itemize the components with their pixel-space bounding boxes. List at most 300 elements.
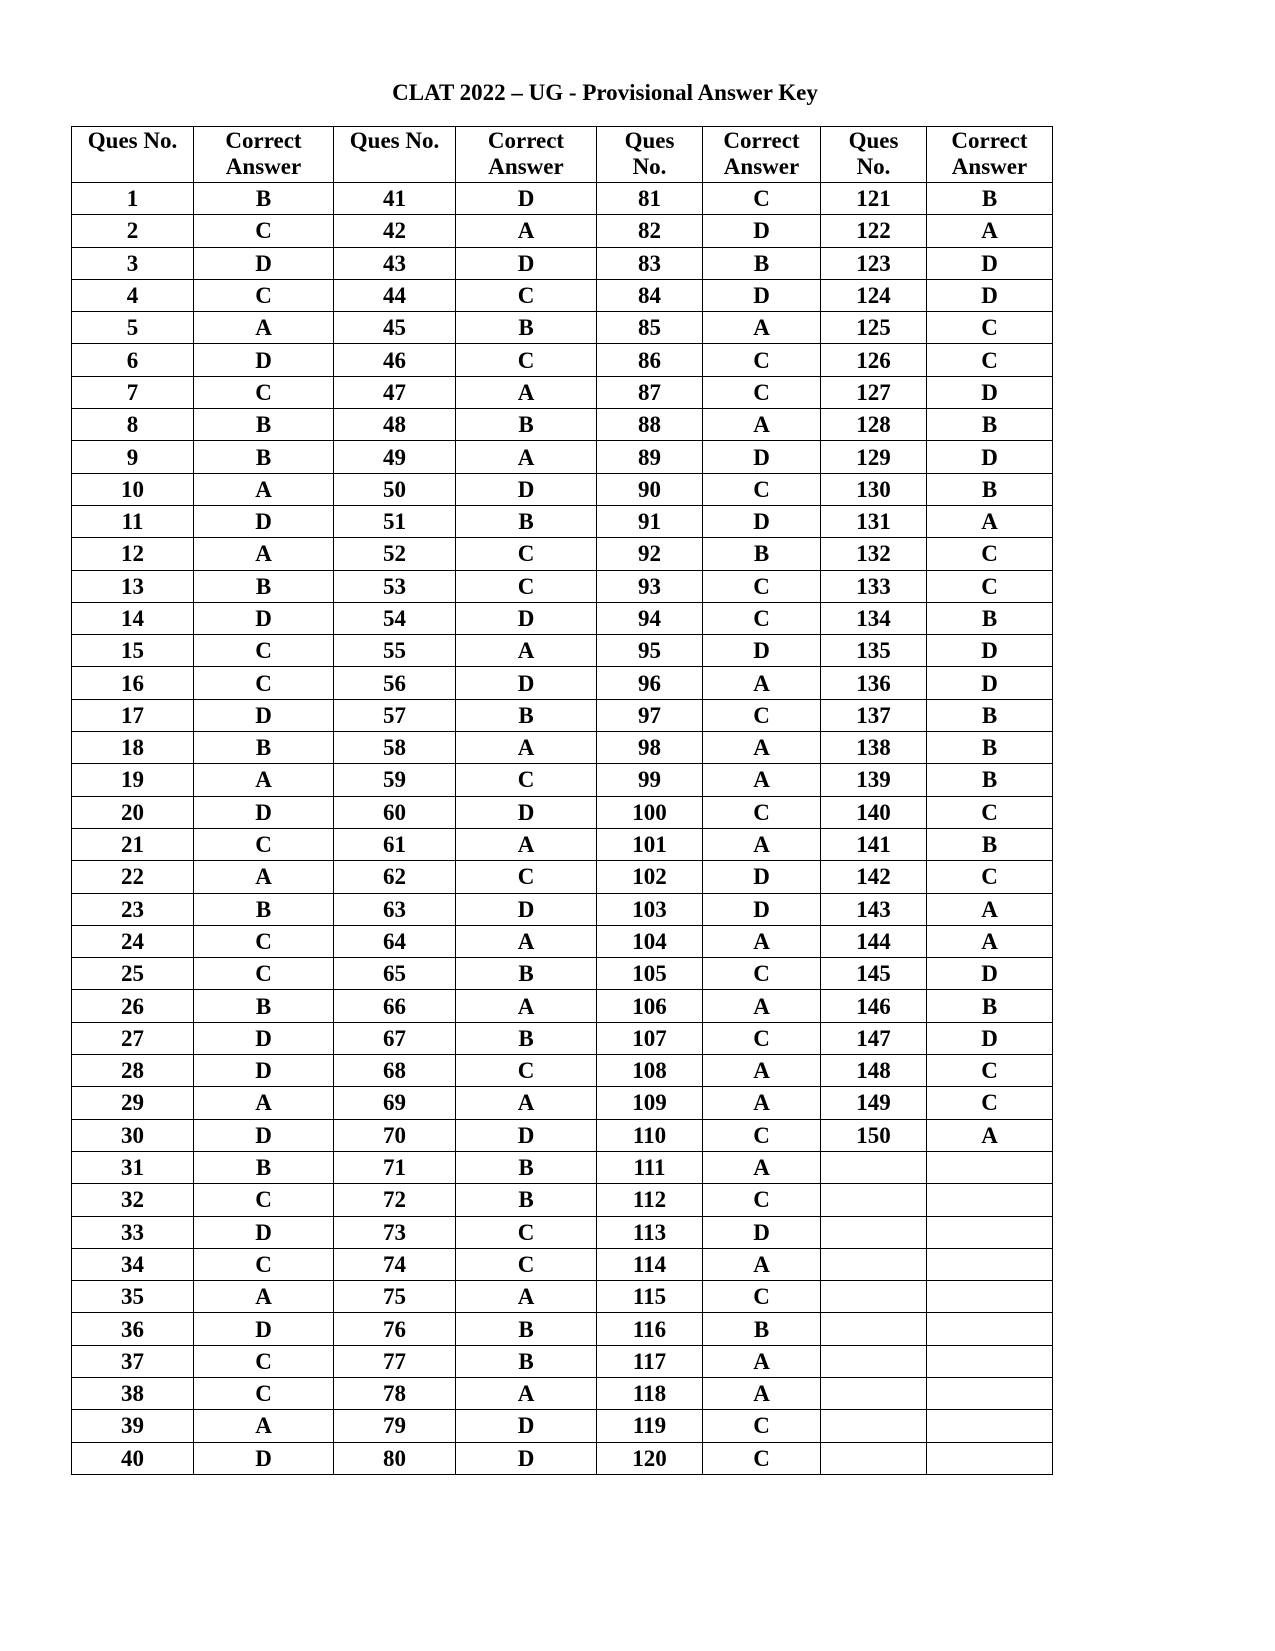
- question-number-cell: 123: [821, 247, 927, 279]
- question-number-cell: 137: [821, 699, 927, 731]
- question-number-cell: 48: [334, 409, 456, 441]
- correct-answer-cell: C: [456, 1248, 597, 1280]
- question-number-cell: 15: [72, 635, 194, 667]
- correct-answer-cell: B: [927, 828, 1053, 860]
- correct-answer-cell: C: [927, 344, 1053, 376]
- question-number-cell: 43: [334, 247, 456, 279]
- question-number-cell: 72: [334, 1184, 456, 1216]
- question-number-cell: 133: [821, 570, 927, 602]
- question-number-cell: 128: [821, 409, 927, 441]
- table-row: [72, 1055, 1053, 1087]
- correct-answer-cell: A: [927, 1119, 1053, 1151]
- question-number-cell: 87: [597, 376, 703, 408]
- correct-answer-cell: B: [194, 570, 334, 602]
- correct-answer-cell: B: [927, 732, 1053, 764]
- correct-answer-cell: C: [927, 570, 1053, 602]
- question-number-cell: 132: [821, 538, 927, 570]
- correct-answer-cell: C: [194, 925, 334, 957]
- correct-answer-cell: D: [194, 1055, 334, 1087]
- question-number-cell: 85: [597, 312, 703, 344]
- correct-answer-cell: A: [194, 473, 334, 505]
- question-number-cell: 14: [72, 602, 194, 634]
- correct-answer-cell: [927, 1442, 1053, 1474]
- table-row: [72, 990, 1053, 1022]
- question-number-cell: 104: [597, 925, 703, 957]
- table-row: [72, 538, 1053, 570]
- table-row: [72, 1442, 1053, 1474]
- correct-answer-cell: C: [456, 1055, 597, 1087]
- correct-answer-cell: B: [927, 183, 1053, 215]
- question-number-cell: 65: [334, 958, 456, 990]
- header-correct-answer: [703, 127, 821, 183]
- header-label-line: Correct: [487, 128, 565, 153]
- correct-answer-cell: D: [703, 635, 821, 667]
- correct-answer-cell: [927, 1345, 1053, 1377]
- correct-answer-cell: B: [456, 505, 597, 537]
- correct-answer-cell: B: [194, 732, 334, 764]
- table-row: [72, 1151, 1053, 1183]
- question-number-cell: 105: [597, 958, 703, 990]
- question-number-cell: 73: [334, 1216, 456, 1248]
- correct-answer-cell: D: [456, 667, 597, 699]
- table-row: [72, 958, 1053, 990]
- question-number-cell: 32: [72, 1184, 194, 1216]
- question-number-cell: 78: [334, 1377, 456, 1409]
- question-number-cell: 50: [334, 473, 456, 505]
- question-number-cell: 83: [597, 247, 703, 279]
- question-number-cell: 143: [821, 893, 927, 925]
- correct-answer-cell: A: [194, 538, 334, 570]
- correct-answer-cell: A: [194, 1410, 334, 1442]
- question-number-cell: 61: [334, 828, 456, 860]
- question-number-cell: 41: [334, 183, 456, 215]
- correct-answer-cell: C: [703, 473, 821, 505]
- correct-answer-cell: [927, 1377, 1053, 1409]
- table-row: [72, 732, 1053, 764]
- correct-answer-cell: D: [703, 441, 821, 473]
- correct-answer-cell: D: [456, 1442, 597, 1474]
- correct-answer-cell: B: [194, 409, 334, 441]
- question-number-cell: 91: [597, 505, 703, 537]
- table-header-row: [72, 127, 1053, 183]
- correct-answer-cell: D: [194, 1216, 334, 1248]
- header-correct-answer: [456, 127, 597, 183]
- question-number-cell: 11: [72, 505, 194, 537]
- correct-answer-cell: C: [194, 376, 334, 408]
- header-label-line: Correct: [723, 128, 800, 153]
- header-label-line: Correct: [225, 128, 302, 153]
- correct-answer-cell: [927, 1184, 1053, 1216]
- question-number-cell: 13: [72, 570, 194, 602]
- correct-answer-cell: B: [456, 1313, 597, 1345]
- correct-answer-cell: A: [703, 312, 821, 344]
- correct-answer-cell: A: [703, 732, 821, 764]
- correct-answer-cell: [927, 1151, 1053, 1183]
- table-row: [72, 1022, 1053, 1054]
- correct-answer-cell: B: [456, 409, 597, 441]
- question-number-cell: 84: [597, 279, 703, 311]
- header-label-line: No.: [632, 154, 667, 179]
- question-number-cell: 33: [72, 1216, 194, 1248]
- question-number-cell: 58: [334, 732, 456, 764]
- question-number-cell: 45: [334, 312, 456, 344]
- question-number-cell: 51: [334, 505, 456, 537]
- correct-answer-cell: C: [703, 1119, 821, 1151]
- header-label-line: Answer: [488, 154, 564, 179]
- table-row: [72, 1119, 1053, 1151]
- question-number-cell: [821, 1184, 927, 1216]
- question-number-cell: 69: [334, 1087, 456, 1119]
- question-number-cell: 110: [597, 1119, 703, 1151]
- question-number-cell: [821, 1410, 927, 1442]
- question-number-cell: 60: [334, 796, 456, 828]
- correct-answer-cell: B: [927, 764, 1053, 796]
- question-number-cell: 67: [334, 1022, 456, 1054]
- correct-answer-cell: B: [456, 699, 597, 731]
- correct-answer-cell: D: [456, 183, 597, 215]
- question-number-cell: [821, 1281, 927, 1313]
- header-label-line: Ques No.: [349, 128, 440, 153]
- question-number-cell: 34: [72, 1248, 194, 1280]
- correct-answer-cell: A: [456, 635, 597, 667]
- question-number-cell: 19: [72, 764, 194, 796]
- correct-answer-cell: A: [194, 861, 334, 893]
- question-number-cell: 24: [72, 925, 194, 957]
- correct-answer-cell: D: [703, 215, 821, 247]
- correct-answer-cell: B: [456, 1151, 597, 1183]
- correct-answer-cell: C: [703, 1442, 821, 1474]
- correct-answer-cell: C: [927, 796, 1053, 828]
- table-row: [72, 828, 1053, 860]
- question-number-cell: 39: [72, 1410, 194, 1442]
- question-number-cell: 5: [72, 312, 194, 344]
- question-number-cell: 136: [821, 667, 927, 699]
- question-number-cell: 63: [334, 893, 456, 925]
- question-number-cell: 26: [72, 990, 194, 1022]
- correct-answer-cell: A: [456, 925, 597, 957]
- question-number-cell: 71: [334, 1151, 456, 1183]
- question-number-cell: 114: [597, 1248, 703, 1280]
- correct-answer-cell: D: [927, 247, 1053, 279]
- question-number-cell: 22: [72, 861, 194, 893]
- question-number-cell: 80: [334, 1442, 456, 1474]
- question-number-cell: [821, 1151, 927, 1183]
- correct-answer-cell: C: [194, 1345, 334, 1377]
- question-number-cell: 75: [334, 1281, 456, 1313]
- correct-answer-cell: D: [194, 247, 334, 279]
- question-number-cell: [821, 1216, 927, 1248]
- correct-answer-cell: D: [927, 1022, 1053, 1054]
- question-number-cell: 70: [334, 1119, 456, 1151]
- question-number-cell: 135: [821, 635, 927, 667]
- table-row: [72, 796, 1053, 828]
- question-number-cell: 149: [821, 1087, 927, 1119]
- question-number-cell: 115: [597, 1281, 703, 1313]
- question-number-cell: 103: [597, 893, 703, 925]
- question-number-cell: [821, 1442, 927, 1474]
- correct-answer-cell: A: [927, 505, 1053, 537]
- header-label-line: Ques No.: [87, 128, 178, 153]
- question-number-cell: 100: [597, 796, 703, 828]
- table-row: [72, 279, 1053, 311]
- correct-answer-cell: C: [703, 1281, 821, 1313]
- correct-answer-cell: B: [456, 312, 597, 344]
- correct-answer-cell: C: [703, 699, 821, 731]
- correct-answer-cell: A: [927, 215, 1053, 247]
- correct-answer-cell: [927, 1248, 1053, 1280]
- correct-answer-cell: D: [456, 796, 597, 828]
- question-number-cell: 101: [597, 828, 703, 860]
- header-label-line: Answer: [723, 154, 800, 179]
- question-number-cell: 44: [334, 279, 456, 311]
- table-row: [72, 1248, 1053, 1280]
- page-title: CLAT 2022 – UG - Provisional Answer Key: [392, 80, 818, 105]
- correct-answer-cell: C: [194, 667, 334, 699]
- correct-answer-cell: B: [927, 602, 1053, 634]
- question-number-cell: 40: [72, 1442, 194, 1474]
- header-label-line: Ques: [624, 128, 675, 153]
- correct-answer-cell: D: [703, 1216, 821, 1248]
- correct-answer-cell: B: [927, 473, 1053, 505]
- correct-answer-cell: D: [927, 958, 1053, 990]
- correct-answer-cell: A: [703, 1377, 821, 1409]
- header-label-line: No.: [856, 154, 891, 179]
- correct-answer-cell: B: [703, 538, 821, 570]
- correct-answer-cell: D: [456, 1119, 597, 1151]
- correct-answer-cell: D: [194, 699, 334, 731]
- question-number-cell: 127: [821, 376, 927, 408]
- correct-answer-cell: C: [194, 828, 334, 860]
- header-correct-answer: [194, 127, 334, 183]
- table-row: [72, 635, 1053, 667]
- table-row: [72, 667, 1053, 699]
- question-number-cell: 56: [334, 667, 456, 699]
- table-row: [72, 215, 1053, 247]
- correct-answer-cell: B: [456, 1184, 597, 1216]
- table-row: [72, 1410, 1053, 1442]
- correct-answer-cell: B: [927, 990, 1053, 1022]
- correct-answer-cell: A: [194, 312, 334, 344]
- question-number-cell: 4: [72, 279, 194, 311]
- table-row: [72, 376, 1053, 408]
- correct-answer-cell: A: [456, 732, 597, 764]
- correct-answer-cell: D: [927, 376, 1053, 408]
- correct-answer-cell: C: [703, 570, 821, 602]
- question-number-cell: 77: [334, 1345, 456, 1377]
- header-ques-no: [72, 127, 194, 183]
- question-number-cell: 107: [597, 1022, 703, 1054]
- question-number-cell: 95: [597, 635, 703, 667]
- correct-answer-cell: A: [703, 1087, 821, 1119]
- question-number-cell: 94: [597, 602, 703, 634]
- question-number-cell: [821, 1248, 927, 1280]
- correct-answer-cell: C: [194, 958, 334, 990]
- question-number-cell: 16: [72, 667, 194, 699]
- correct-answer-cell: [927, 1410, 1053, 1442]
- header-ques-no: [334, 127, 456, 183]
- correct-answer-cell: C: [456, 1216, 597, 1248]
- question-number-cell: [821, 1313, 927, 1345]
- correct-answer-cell: C: [456, 344, 597, 376]
- correct-answer-cell: C: [927, 861, 1053, 893]
- question-number-cell: 21: [72, 828, 194, 860]
- question-number-cell: 146: [821, 990, 927, 1022]
- correct-answer-cell: D: [927, 279, 1053, 311]
- correct-answer-cell: C: [456, 538, 597, 570]
- header-label-line: Answer: [951, 154, 1028, 179]
- correct-answer-cell: D: [927, 441, 1053, 473]
- table-row: [72, 1216, 1053, 1248]
- correct-answer-cell: C: [927, 312, 1053, 344]
- question-number-cell: 66: [334, 990, 456, 1022]
- question-number-cell: 93: [597, 570, 703, 602]
- question-number-cell: 141: [821, 828, 927, 860]
- question-number-cell: [821, 1345, 927, 1377]
- question-number-cell: 108: [597, 1055, 703, 1087]
- question-number-cell: 140: [821, 796, 927, 828]
- header-correct-answer: [927, 127, 1053, 183]
- correct-answer-cell: D: [194, 344, 334, 376]
- table-row: [72, 1087, 1053, 1119]
- correct-answer-cell: C: [456, 570, 597, 602]
- correct-answer-cell: C: [927, 1055, 1053, 1087]
- question-number-cell: 59: [334, 764, 456, 796]
- question-number-cell: 96: [597, 667, 703, 699]
- question-number-cell: 88: [597, 409, 703, 441]
- correct-answer-cell: C: [703, 796, 821, 828]
- correct-answer-cell: A: [194, 764, 334, 796]
- question-number-cell: 90: [597, 473, 703, 505]
- header-label-line: Correct: [951, 128, 1028, 153]
- question-number-cell: 23: [72, 893, 194, 925]
- correct-answer-cell: A: [703, 764, 821, 796]
- correct-answer-cell: C: [456, 861, 597, 893]
- question-number-cell: 81: [597, 183, 703, 215]
- correct-answer-cell: B: [456, 958, 597, 990]
- question-number-cell: 35: [72, 1281, 194, 1313]
- correct-answer-cell: B: [927, 699, 1053, 731]
- correct-answer-cell: C: [194, 1248, 334, 1280]
- question-number-cell: 121: [821, 183, 927, 215]
- question-number-cell: 30: [72, 1119, 194, 1151]
- correct-answer-cell: B: [194, 990, 334, 1022]
- question-number-cell: 27: [72, 1022, 194, 1054]
- question-number-cell: 17: [72, 699, 194, 731]
- question-number-cell: 74: [334, 1248, 456, 1280]
- question-number-cell: 89: [597, 441, 703, 473]
- question-number-cell: 62: [334, 861, 456, 893]
- correct-answer-cell: A: [456, 376, 597, 408]
- question-number-cell: 25: [72, 958, 194, 990]
- correct-answer-cell: A: [194, 1281, 334, 1313]
- correct-answer-cell: A: [703, 1248, 821, 1280]
- table-row: [72, 764, 1053, 796]
- table-row: [72, 409, 1053, 441]
- correct-answer-cell: A: [703, 925, 821, 957]
- table-row: [72, 344, 1053, 376]
- question-number-cell: 54: [334, 602, 456, 634]
- question-number-cell: 142: [821, 861, 927, 893]
- correct-answer-cell: B: [703, 1313, 821, 1345]
- correct-answer-cell: D: [703, 279, 821, 311]
- correct-answer-cell: A: [927, 893, 1053, 925]
- question-number-cell: 112: [597, 1184, 703, 1216]
- question-number-cell: 97: [597, 699, 703, 731]
- correct-answer-cell: A: [456, 1087, 597, 1119]
- correct-answer-cell: C: [927, 1087, 1053, 1119]
- correct-answer-cell: A: [456, 215, 597, 247]
- header-ques-no: [821, 127, 927, 183]
- correct-answer-cell: C: [703, 344, 821, 376]
- correct-answer-cell: C: [703, 376, 821, 408]
- question-number-cell: 29: [72, 1087, 194, 1119]
- question-number-cell: 3: [72, 247, 194, 279]
- correct-answer-cell: A: [703, 1055, 821, 1087]
- table-row: [72, 1345, 1053, 1377]
- correct-answer-cell: [927, 1313, 1053, 1345]
- question-number-cell: 7: [72, 376, 194, 408]
- question-number-cell: 82: [597, 215, 703, 247]
- question-number-cell: 42: [334, 215, 456, 247]
- correct-answer-cell: C: [194, 1184, 334, 1216]
- question-number-cell: 64: [334, 925, 456, 957]
- answer-key-table: [71, 126, 1053, 1475]
- correct-answer-cell: C: [456, 764, 597, 796]
- question-number-cell: 109: [597, 1087, 703, 1119]
- table-row: [72, 861, 1053, 893]
- question-number-cell: 147: [821, 1022, 927, 1054]
- question-number-cell: 124: [821, 279, 927, 311]
- question-number-cell: 55: [334, 635, 456, 667]
- correct-answer-cell: A: [703, 667, 821, 699]
- question-number-cell: 125: [821, 312, 927, 344]
- question-number-cell: 119: [597, 1410, 703, 1442]
- question-number-cell: 122: [821, 215, 927, 247]
- correct-answer-cell: C: [927, 538, 1053, 570]
- question-number-cell: 102: [597, 861, 703, 893]
- correct-answer-cell: A: [456, 1377, 597, 1409]
- question-number-cell: 31: [72, 1151, 194, 1183]
- question-number-cell: 145: [821, 958, 927, 990]
- question-number-cell: 49: [334, 441, 456, 473]
- correct-answer-cell: D: [194, 1119, 334, 1151]
- correct-answer-cell: D: [456, 893, 597, 925]
- question-number-cell: 53: [334, 570, 456, 602]
- question-number-cell: 98: [597, 732, 703, 764]
- correct-answer-cell: A: [456, 990, 597, 1022]
- correct-answer-cell: B: [456, 1022, 597, 1054]
- correct-answer-cell: D: [194, 602, 334, 634]
- correct-answer-cell: D: [456, 473, 597, 505]
- table-row: [72, 183, 1053, 215]
- question-number-cell: 9: [72, 441, 194, 473]
- correct-answer-cell: B: [456, 1345, 597, 1377]
- correct-answer-cell: A: [456, 441, 597, 473]
- question-number-cell: 106: [597, 990, 703, 1022]
- correct-answer-cell: B: [194, 183, 334, 215]
- question-number-cell: 28: [72, 1055, 194, 1087]
- question-number-cell: 117: [597, 1345, 703, 1377]
- correct-answer-cell: C: [703, 958, 821, 990]
- table-row: [72, 473, 1053, 505]
- correct-answer-cell: C: [703, 602, 821, 634]
- question-number-cell: 131: [821, 505, 927, 537]
- correct-answer-cell: [927, 1281, 1053, 1313]
- correct-answer-cell: B: [194, 441, 334, 473]
- correct-answer-cell: C: [703, 1022, 821, 1054]
- question-number-cell: 20: [72, 796, 194, 828]
- correct-answer-cell: A: [703, 828, 821, 860]
